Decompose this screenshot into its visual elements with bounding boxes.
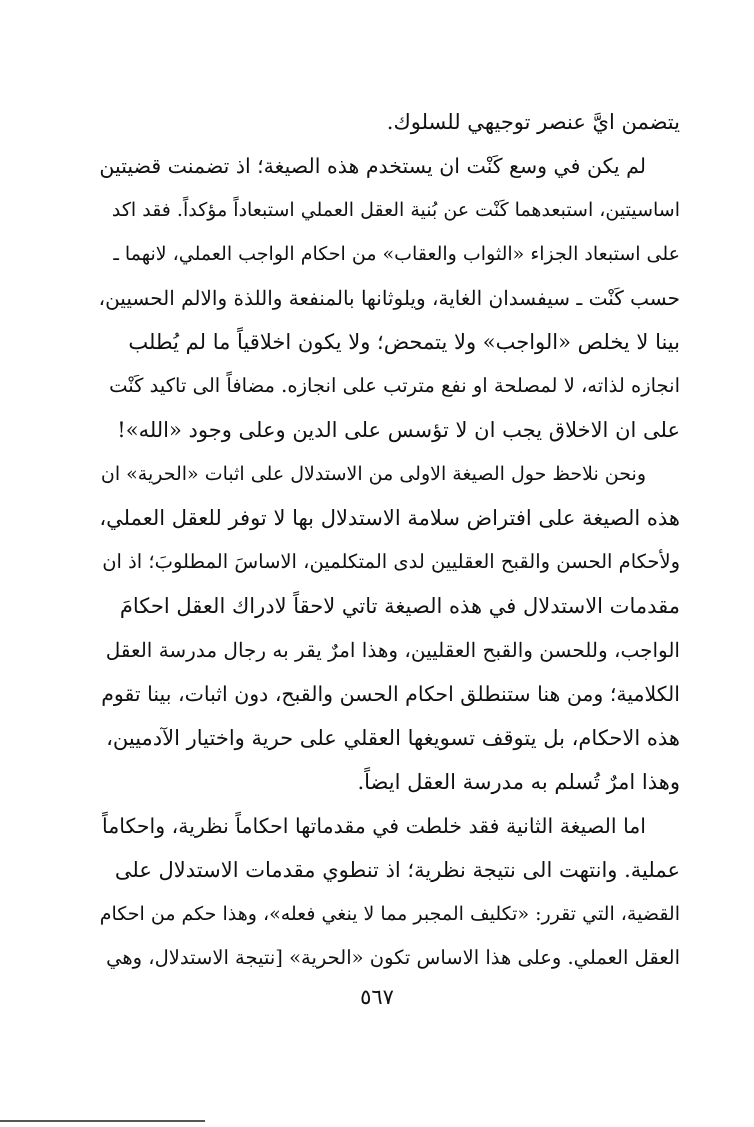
- text-line: على ان الاخلاق يجب ان لا تؤسس على الدين وعلى وجود «الله»!: [117, 418, 680, 442]
- text-line: يتضمن ايَّ عنصر توجيهي للسلوك.: [386, 110, 680, 134]
- text-line: عملية. وانتهت الى نتيجة نظرية؛ اذ تنطوي مقدمات الاستدلال على: [114, 858, 680, 882]
- text-line: لم يكن في وسع كَنْت ان يستخدم هذه الصيغة؛ اذ تضمنت قضيتين: [99, 154, 646, 178]
- text-line: على استبعاد الجزاء «الثواب والعقاب» من احكام الواجب العملي، لانهما ـ: [113, 243, 680, 265]
- text-line: ونحن نلاحظ حول الصيغة الاولى من الاستدلال على اثبات «الحرية» ان: [100, 463, 646, 485]
- text-line: اما الصيغة الثانية فقد خلطت في مقدماتها احكاماً نظرية، واحكاماً: [102, 814, 646, 838]
- text-line: حسب كَنْت ـ سيفسدان الغاية، ويلوثانها بالمنفعة واللذة والالم الحسيين،: [98, 286, 680, 310]
- text-line: الكلامية؛ ومن هنا ستنطلق احكام الحسن والقبح، دون اثبات، بينا تقوم: [101, 682, 680, 706]
- text-line: القضية، التي تقرر: «تكليف المجبر مما لا ينغي فعله»، وهذا حكم من احكام: [99, 903, 680, 925]
- text-line: هذه الاحكام، بل يتوقف تسويغها العقلي على حرية واختيار الآدميين،: [106, 726, 680, 750]
- text-line: العقل العملي. وعلى هذا الاساس تكون «الحرية» [نتيجة الاستدلال، وهي: [106, 946, 680, 969]
- text-line: ولأحكام الحسن والقبح العقليين لدى المتكلمين، الاساسَ المطلوبَ؛ اذ ان: [102, 550, 680, 573]
- text-line: انجازه لذاته، لا لمصلحة او نفع مترتب على انجازه. مضافاً الى تاكيد كَنْت: [109, 374, 680, 397]
- text-line: اساسيتين، استبعدهما كَنْت عن بُنية العقل العملي استبعاداً مؤكداً. فقد اكد: [111, 199, 680, 221]
- text-line: مقدمات الاستدلال في هذه الصيغة تاتي لاحقاً لادراك العقل احكامَ: [119, 594, 680, 618]
- text-line: بينا لا يخلص «الواجب» ولا يتمحض؛ ولا يكون اخلاقياً ما لم يُطلب: [128, 330, 680, 354]
- body-text: [100, 100, 680, 980]
- text-line: الواجب، وللحسن والقبح العقليين، وهذا امرٌ يقر به رجال مدرسة العقل: [105, 638, 680, 662]
- text-line: هذه الصيغة على افتراض سلامة الاستدلال بها لا توفر للعقل العملي،: [99, 506, 680, 530]
- page-number: ٥٦٧: [360, 985, 394, 1009]
- text-line: وهذا امرٌ تُسلم به مدرسة العقل ايضاً.: [357, 770, 680, 794]
- scan-edge-line: [0, 1120, 205, 1122]
